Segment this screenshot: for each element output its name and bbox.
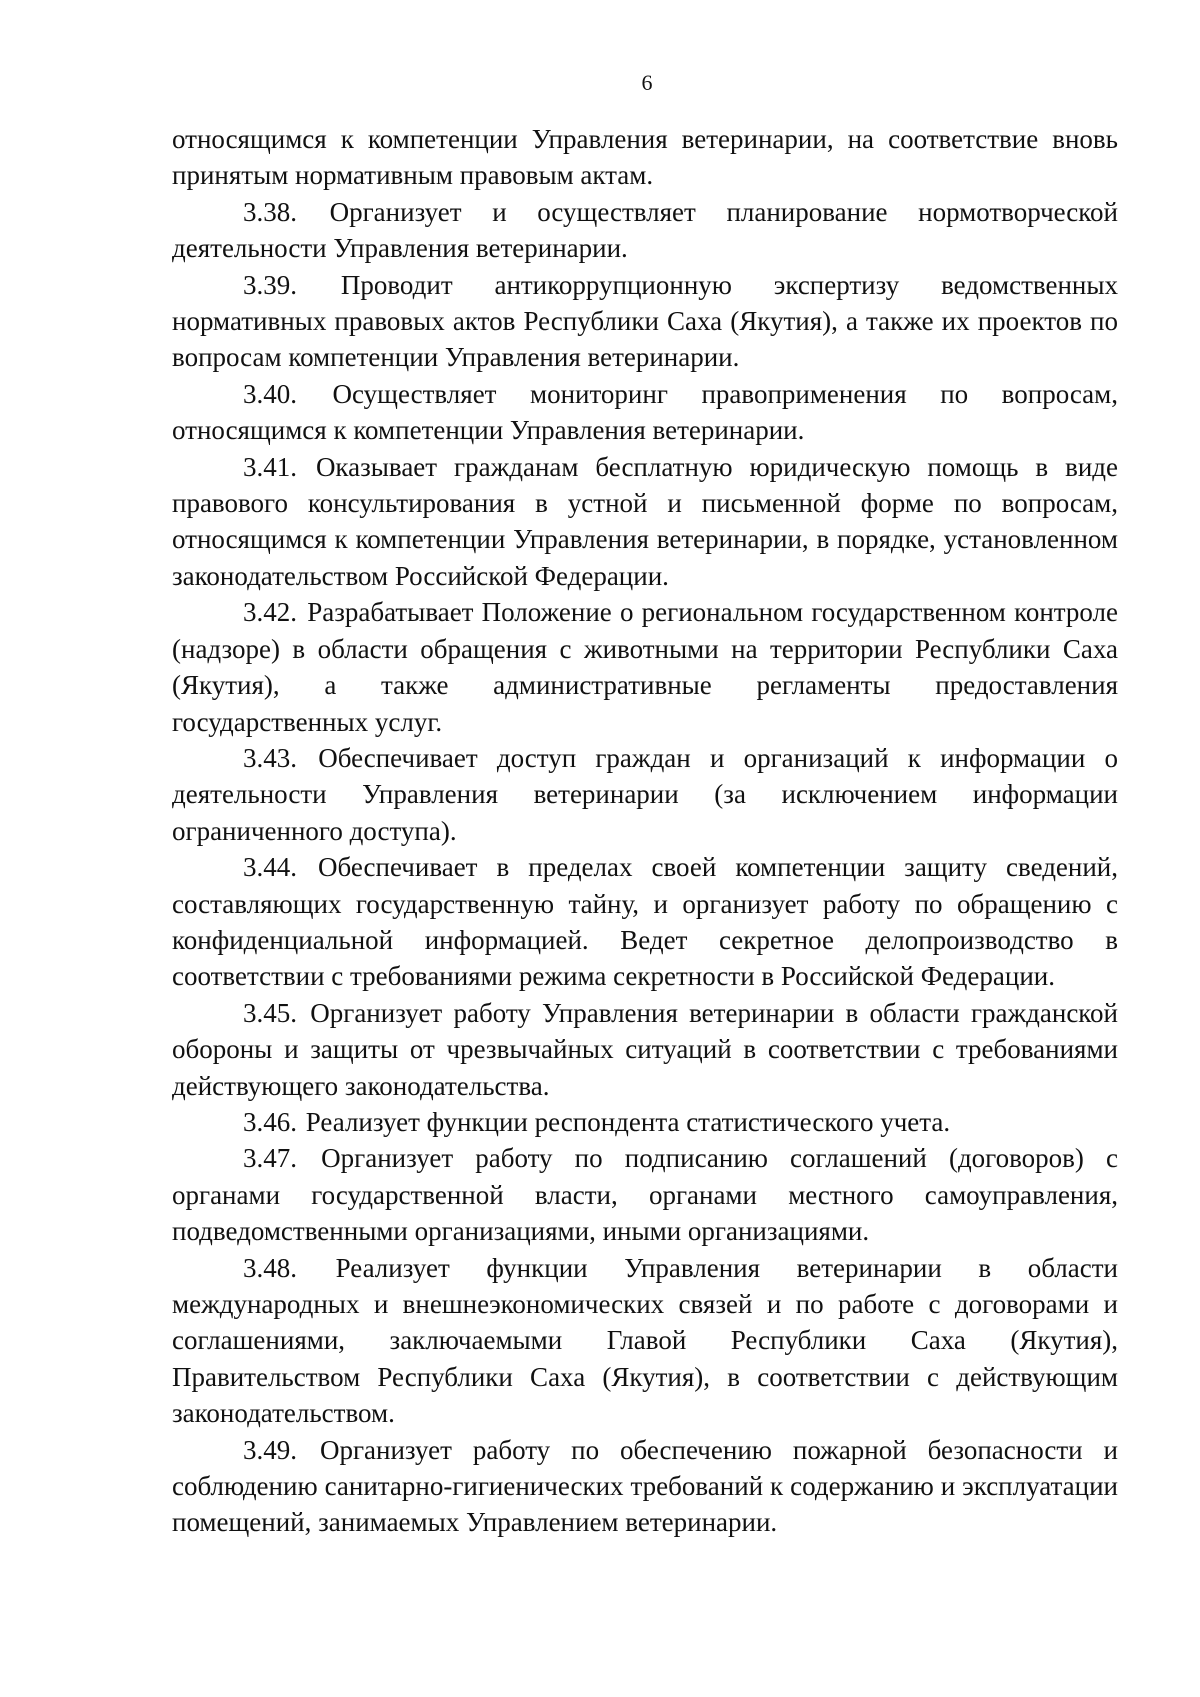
clause-3-38 bbox=[172, 194, 1118, 267]
clause-number: 3.44. bbox=[243, 852, 297, 883]
clause-text: Обеспечивает доступ граждан и организаций к информации о деятельности Управления ветеринарии (за исключением информации ограниченного доступа). bbox=[172, 742, 1118, 846]
clause-number: 3.48. bbox=[243, 1252, 297, 1283]
clause-text: Организует работу по подписанию соглашений (договоров) с органами государственной власти, органами местного самоуправления, подведомственными организациями, иными организациями. bbox=[172, 1143, 1119, 1247]
clause-3-40 bbox=[172, 376, 1118, 449]
continuation-paragraph: относящимся к компетенции Управления ветеринарии, на соответствие вновь принятым нормативным правовым актам. bbox=[172, 124, 1118, 191]
clause-3-39 bbox=[172, 267, 1118, 376]
page-number: 6 bbox=[641, 70, 653, 95]
clause-text: Реализует функции респондента статистического учета. bbox=[305, 1106, 951, 1137]
clause-3-49 bbox=[172, 1432, 1118, 1541]
clause-number: 3.49. bbox=[243, 1434, 297, 1465]
clause-3-47 bbox=[172, 1140, 1118, 1249]
document-body bbox=[172, 121, 1118, 1541]
clause-text: Оказывает гражданам бесплатную юридическую помощь в виде правового консультирования в устной и письменной форме по вопросам, относящимся к компетенции Управления ветеринарии, в порядке, установленном законодательством Российской Федерации. bbox=[172, 451, 1119, 591]
clause-number: 3.38. bbox=[243, 196, 297, 227]
clause-text: Осуществляет мониторинг правоприменения по вопросам, относящимся к компетенции Управления ветеринарии. bbox=[172, 378, 1119, 446]
clause-3-41 bbox=[172, 449, 1118, 595]
clause-text: Организует работу Управления ветеринарии в области гражданской обороны и защиты от чрезвычайных ситуаций в соответствии с требованиями действующего законодательства. bbox=[172, 997, 1119, 1101]
clause-number: 3.39. bbox=[243, 269, 297, 300]
clause-text: Реализует функции Управления ветеринарии в области международных и внешнеэкономических связей и по работе с договорами и соглашениями, заключаемыми Главой Республики Саха (Якутия), Правительством Республики Саха (Якутия), в соответствии с действующим законодательством. bbox=[172, 1252, 1118, 1429]
clause-3-44 bbox=[172, 849, 1118, 995]
clause-number: 3.46. bbox=[243, 1106, 297, 1137]
clause-number: 3.41. bbox=[243, 451, 297, 482]
clause-text: Обеспечивает в пределах своей компетенции защиту сведений, составляющих государственную тайну, и организует работу по обращению с конфиденциальной информацией. Ведет секретное делопроизводство в соответствии с требованиями режима секретности в Российской Федерации. bbox=[172, 852, 1119, 992]
clause-number: 3.45. bbox=[243, 997, 297, 1028]
clause-3-48 bbox=[172, 1250, 1118, 1432]
clause-3-46 bbox=[172, 1104, 1118, 1140]
clause-number: 3.42. bbox=[243, 597, 297, 628]
clause-text: Организует работу по обеспечению пожарной безопасности и соблюдению санитарно-гигиенических требований к содержанию и эксплуатации помещений, занимаемых Управлением ветеринарии. bbox=[172, 1434, 1119, 1538]
clause-number: 3.43. bbox=[243, 742, 297, 773]
clause-3-43 bbox=[172, 740, 1118, 849]
clause-text: Проводит антикоррупционную экспертизу ведомственных нормативных правовых актов Республики Саха (Якутия), а также их проектов по вопросам компетенции Управления ветеринарии. bbox=[172, 269, 1118, 373]
clause-number: 3.47. bbox=[243, 1143, 297, 1174]
clause-3-45 bbox=[172, 995, 1118, 1104]
clause-number: 3.40. bbox=[243, 378, 297, 409]
clause-text: Организует и осуществляет планирование нормотворческой деятельности Управления ветеринарии. bbox=[172, 196, 1118, 264]
clause-3-42 bbox=[172, 594, 1118, 740]
clause-text: Разрабатывает Положение о региональном государственном контроле (надзоре) в области обращения с животными на территории Республики Саха (Якутия), а также административные регламенты предоставления государственных услуг. bbox=[172, 597, 1119, 737]
